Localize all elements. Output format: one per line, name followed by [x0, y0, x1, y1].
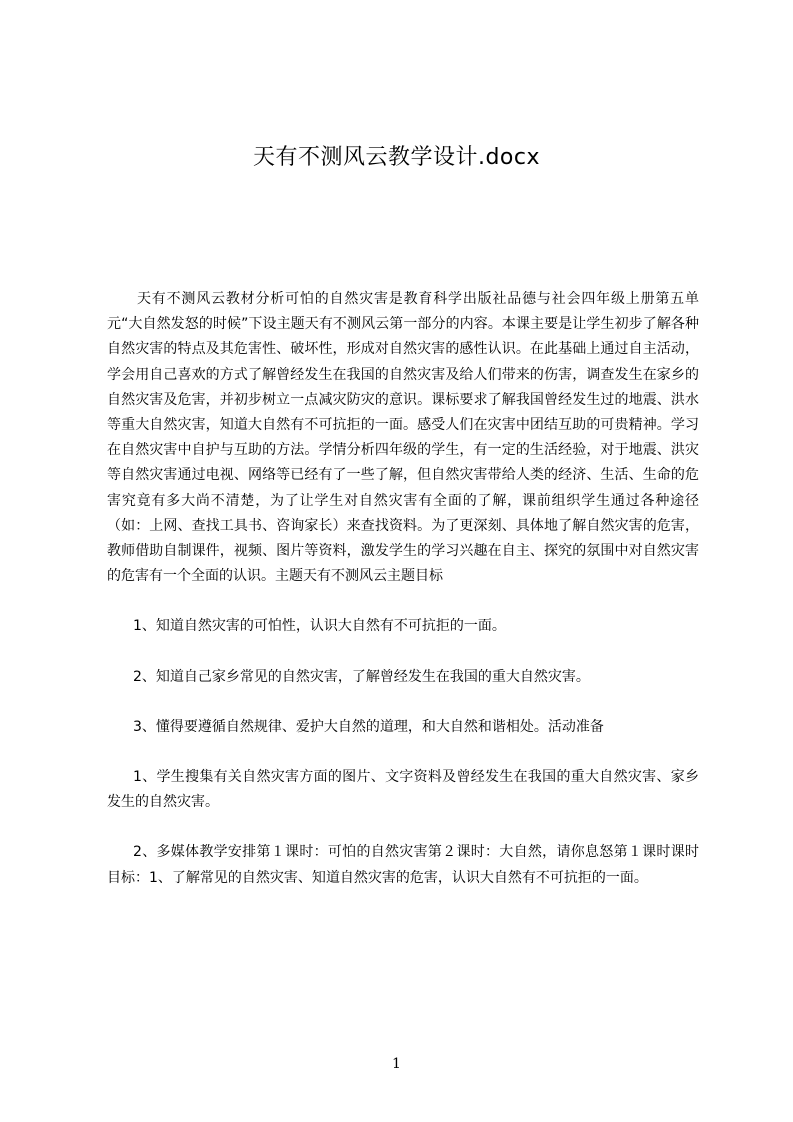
page-number: 1 — [392, 1056, 401, 1072]
goal-item-2: 2、知道自己家乡常见的自然灾害，了解曾经发生在我国的重大自然灾害。 — [133, 668, 590, 685]
preparation-item-2: 2、多媒体教学安排第１课时：可怕的自然灾害第２课时：大自然，请你息怒第１课时课时目标：1、了解常见的自然灾害、知道自然灾害的危害，认识大自然有不可抗拒的一面。 — [107, 844, 699, 886]
goal-item-1: 1、知道自然灾害的可怕性，认识大自然有不可抗拒的一面。 — [133, 618, 506, 635]
document-title: 天有不测风云教学设计.docx — [252, 145, 541, 170]
goal-item-3: 3、懂得要遵循自然规律、爱护大自然的道理，和大自然和谐相处。活动准备 — [133, 718, 604, 735]
preparation-item-1: 1、学生搜集有关自然灾害方面的图片、文字资料及曾经发生在我国的重大自然灾害、家乡发生的自然灾害。 — [107, 769, 699, 811]
document-body — [107, 287, 699, 916]
intro-paragraph: 天有不测风云教材分析可怕的自然灾害是教育科学出版社品德与社会四年级上册第五单元“大自然发怒的时候”下设主题天有不测风云第一部分的内容。本课主要是让学生初步了解各种自然灾害的特点及其危害性、破坏性，形成对自然灾害的感性认识。在此基础上通过自主活动，学会用自己喜欢的方式了解曾经发生在我国的自然灾害及给人们带来的伤害，调查发生在家乡的自然灾害及危害，并初步树立一点减灾防灾的意识。课标要求了解我国曾经发生过的地震、洪水等重大自然灾害，知道大自然有不可抗拒的一面。感受人们在灾害中团结互助的可贵精神。学习在自然灾害中自护与互助的方法。学情分析四年级的学生，有一定的生活经验，对于地震、洪灾等自然灾害通过电视、网络等已经有了一些了解，但自然灾害带给人类的经济、生活、生命的危害究竟有多大尚不清楚，为了让学生对自然灾害有全面的了解，课前组织学生通过各种途径（如：上网、查找工具书、咨询家长）来查找资料。为了更深刻、具体地了解自然灾害的危害，教师借助自制课件，视频、图片等资料，激发学生的学习兴趣在自主、探究的氛围中对自然灾害的危害有一个全面的认识。主题天有不测风云主题目标 — [107, 291, 699, 585]
